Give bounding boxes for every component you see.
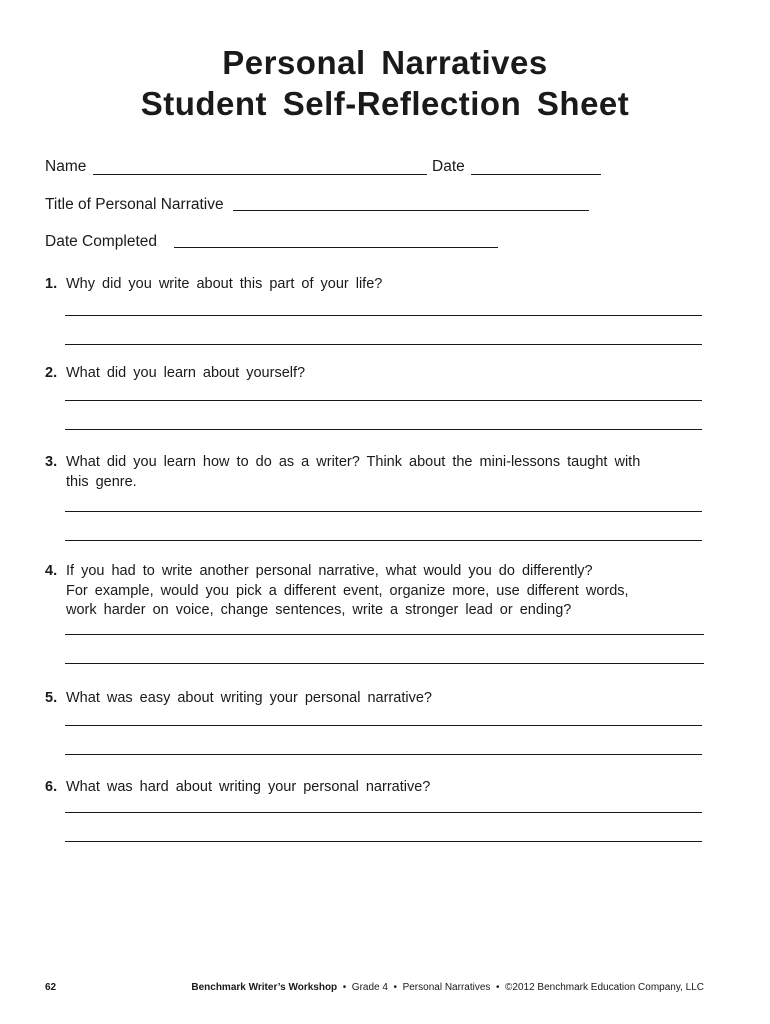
answer-line-6b[interactable] bbox=[65, 841, 702, 842]
answer-line-1a[interactable] bbox=[65, 315, 702, 316]
question-2 bbox=[45, 364, 705, 384]
question-text: What was easy about writing your personal narrative? bbox=[66, 690, 432, 706]
footer-copyright: ©2012 Benchmark Education Company, LLC bbox=[505, 982, 704, 993]
answer-line-2a[interactable] bbox=[65, 400, 702, 401]
question-6 bbox=[45, 778, 705, 798]
footer-credits bbox=[191, 981, 704, 995]
question-text: If you had to write another personal narrative, what would you do differently? bbox=[66, 563, 593, 579]
page-number: 62 bbox=[45, 982, 57, 993]
name-field[interactable] bbox=[93, 174, 427, 175]
footer-separator: • bbox=[495, 982, 500, 993]
question-text: Why did you write about this part of your life? bbox=[66, 276, 383, 292]
question-text-cont: work harder on voice, change sentences, write a stronger lead or ending? bbox=[66, 602, 572, 618]
question-text-cont: For example, would you pick a different event, organize more, use different words, bbox=[66, 582, 629, 599]
worksheet-title-line2: Student Self-Reflection Sheet bbox=[140, 85, 630, 122]
answer-line-5a[interactable] bbox=[65, 725, 702, 726]
footer-separator: • bbox=[393, 982, 398, 993]
answer-line-1b[interactable] bbox=[65, 344, 702, 345]
footer-brand: Benchmark Writer’s Workshop bbox=[191, 982, 338, 993]
answer-line-2b[interactable] bbox=[65, 429, 702, 430]
answer-line-4a[interactable] bbox=[65, 634, 704, 635]
question-1 bbox=[45, 275, 705, 295]
date-completed-field[interactable] bbox=[174, 247, 498, 248]
date-field[interactable] bbox=[471, 174, 601, 175]
question-text: What did you learn about yourself? bbox=[66, 365, 306, 381]
question-number: 1. bbox=[45, 276, 58, 292]
worksheet-title-line1: Personal Narratives bbox=[222, 44, 548, 81]
footer-separator: • bbox=[342, 982, 347, 993]
question-number: 4. bbox=[45, 563, 58, 579]
question-number: 6. bbox=[45, 779, 58, 795]
question-text-cont: this genre. bbox=[66, 473, 137, 490]
question-3 bbox=[45, 453, 705, 492]
answer-line-4b[interactable] bbox=[65, 663, 704, 664]
answer-line-5b[interactable] bbox=[65, 754, 702, 755]
question-4 bbox=[45, 562, 705, 621]
question-number: 5. bbox=[45, 690, 58, 706]
answer-line-3b[interactable] bbox=[65, 540, 702, 541]
name-label: Name bbox=[45, 158, 87, 175]
answer-line-6a[interactable] bbox=[65, 812, 702, 813]
question-text: What did you learn how to do as a writer? Think about the mini-lessons taught with bbox=[66, 454, 641, 470]
date-completed-label: Date Completed bbox=[45, 233, 158, 250]
question-number: 2. bbox=[45, 365, 58, 381]
footer-grade: Grade 4 bbox=[351, 982, 388, 993]
date-label: Date bbox=[432, 158, 465, 175]
narrative-title-field[interactable] bbox=[233, 210, 589, 211]
question-text: What was hard about writing your personal narrative? bbox=[66, 779, 431, 795]
answer-line-3a[interactable] bbox=[65, 511, 702, 512]
footer-unit: Personal Narratives bbox=[402, 982, 491, 993]
narrative-title-label: Title of Personal Narrative bbox=[45, 196, 224, 213]
question-5 bbox=[45, 689, 705, 709]
question-number: 3. bbox=[45, 454, 58, 470]
